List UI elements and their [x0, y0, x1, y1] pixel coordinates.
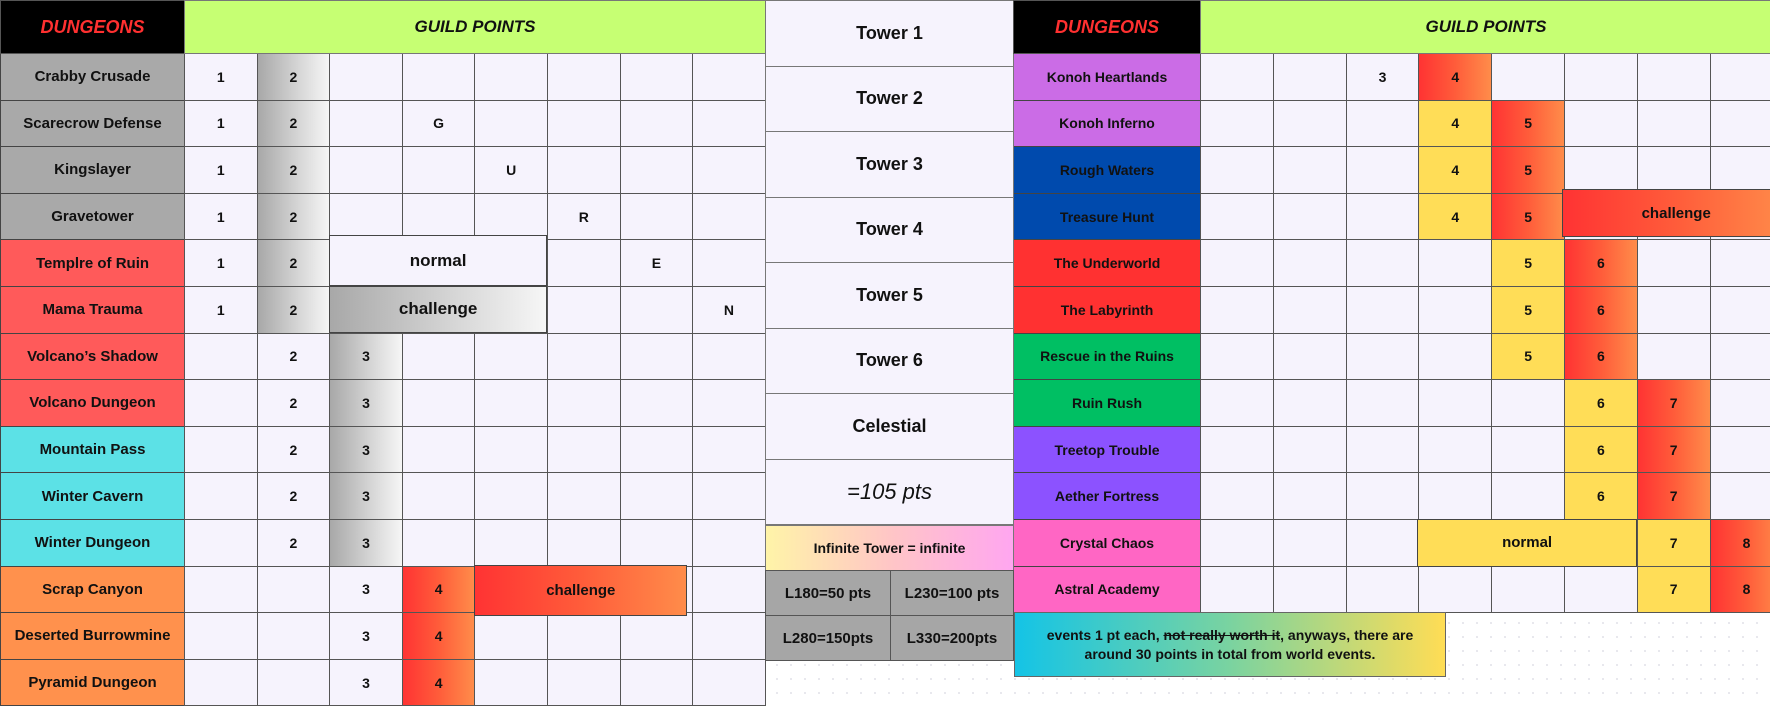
- points-cell: [1637, 333, 1711, 381]
- points-cell: [620, 333, 694, 381]
- points-cell: [547, 659, 621, 706]
- dungeon-name: Rough Waters: [1013, 146, 1201, 194]
- points-cell: [1346, 100, 1420, 148]
- points-cell: [1418, 426, 1492, 474]
- dungeon-name: Mountain Pass: [0, 426, 185, 474]
- points-cell: [184, 519, 258, 567]
- points-cell: 7: [1637, 519, 1711, 567]
- tower-item: Tower 4: [765, 197, 1014, 264]
- points-cell: [547, 53, 621, 101]
- points-cell: 5: [1491, 286, 1565, 334]
- points-cell: [1637, 100, 1711, 148]
- points-cell: [692, 193, 766, 241]
- points-cell: [402, 193, 476, 241]
- points-cell: [329, 53, 403, 101]
- points-cell: [1710, 333, 1770, 381]
- points-cell: [547, 612, 621, 660]
- points-cell: [547, 519, 621, 567]
- dungeon-name: Templre of Ruin: [0, 239, 185, 287]
- points-cell: [547, 333, 621, 381]
- points-cell: [329, 146, 403, 194]
- points-cell: [1710, 379, 1770, 427]
- points-cell: [1200, 519, 1274, 567]
- right-dungeons-header: DUNGEONS: [1013, 0, 1201, 54]
- points-cell: [329, 100, 403, 148]
- tower-item: Tower 2: [765, 66, 1014, 133]
- points-cell: 3: [329, 472, 403, 520]
- dungeon-name: Winter Dungeon: [0, 519, 185, 567]
- points-cell: [1710, 239, 1770, 287]
- points-cell: 2: [257, 519, 331, 567]
- points-cell: [1710, 53, 1770, 101]
- points-cell: [184, 659, 258, 706]
- events-strikethrough-text: not really worth it: [1163, 626, 1281, 643]
- points-cell: 5: [1491, 100, 1565, 148]
- points-cell: [1200, 333, 1274, 381]
- points-cell: [1273, 239, 1347, 287]
- dungeon-name: Treetop Trouble: [1013, 426, 1201, 474]
- points-cell: [1710, 146, 1770, 194]
- points-cell: [474, 519, 548, 567]
- points-cell: [1200, 426, 1274, 474]
- points-cell: 7: [1637, 379, 1711, 427]
- points-cell: [620, 379, 694, 427]
- left-dungeons-header: DUNGEONS: [0, 0, 185, 54]
- points-cell: [1418, 472, 1492, 520]
- points-cell: [692, 566, 766, 614]
- points-cell: [1418, 239, 1492, 287]
- dungeon-name: The Labyrinth: [1013, 286, 1201, 334]
- points-cell: [1273, 100, 1347, 148]
- points-cell: [1637, 239, 1711, 287]
- points-cell: [1346, 566, 1420, 614]
- towers-total-points: =105 pts: [765, 459, 1014, 526]
- points-cell: [1346, 426, 1420, 474]
- dungeon-name: Deserted Burrowmine: [0, 612, 185, 660]
- points-cell: 1: [184, 146, 258, 194]
- dungeon-name: Rescue in the Ruins: [1013, 333, 1201, 381]
- points-cell: [184, 612, 258, 660]
- points-cell: [1710, 100, 1770, 148]
- points-cell: 3: [1346, 53, 1420, 101]
- dungeon-name: Scarecrow Defense: [0, 100, 185, 148]
- dungeon-name: Aether Fortress: [1013, 472, 1201, 520]
- points-cell: [1346, 146, 1420, 194]
- points-cell: [1491, 379, 1565, 427]
- points-cell: [547, 426, 621, 474]
- points-cell: [184, 379, 258, 427]
- points-cell: [620, 426, 694, 474]
- points-cell: [1346, 286, 1420, 334]
- points-cell: 2: [257, 379, 331, 427]
- points-cell: 2: [257, 239, 331, 287]
- points-cell: 6: [1564, 472, 1638, 520]
- points-cell: [547, 379, 621, 427]
- points-cell: [184, 472, 258, 520]
- dungeon-name: Volcano Dungeon: [0, 379, 185, 427]
- points-cell: 4: [1418, 53, 1492, 101]
- events-text-1: events 1 pt each,: [1046, 626, 1164, 643]
- points-cell: [474, 100, 548, 148]
- tower-item: Tower 5: [765, 262, 1014, 329]
- points-cell: 2: [257, 146, 331, 194]
- points-cell: [1200, 100, 1274, 148]
- points-cell: [692, 612, 766, 660]
- points-cell: [1273, 333, 1347, 381]
- dungeon-name: Crystal Chaos: [1013, 519, 1201, 567]
- points-cell: 1: [184, 53, 258, 101]
- infinite-tower-banner: Infinite Tower = infinite: [765, 525, 1014, 571]
- points-cell: 3: [329, 379, 403, 427]
- points-cell: 7: [1637, 472, 1711, 520]
- dungeon-name: Astral Academy: [1013, 566, 1201, 614]
- points-cell: 2: [257, 193, 331, 241]
- points-cell: 6: [1564, 239, 1638, 287]
- points-cell: 6: [1564, 286, 1638, 334]
- points-cell: [1418, 286, 1492, 334]
- points-cell: [1637, 53, 1711, 101]
- points-cell: [1200, 239, 1274, 287]
- points-cell: E: [620, 239, 694, 287]
- points-cell: [184, 566, 258, 614]
- points-cell: [1564, 146, 1638, 194]
- points-cell: [474, 472, 548, 520]
- points-cell: 7: [1637, 426, 1711, 474]
- points-cell: [620, 659, 694, 706]
- points-cell: 8: [1710, 519, 1770, 567]
- dungeon-name: Crabby Crusade: [0, 53, 185, 101]
- tower-item: Tower 6: [765, 328, 1014, 395]
- points-cell: [692, 146, 766, 194]
- points-cell: [547, 286, 621, 334]
- dungeon-name: Winter Cavern: [0, 472, 185, 520]
- points-cell: [257, 612, 331, 660]
- points-cell: [1273, 472, 1347, 520]
- points-cell: 2: [257, 100, 331, 148]
- points-cell: [184, 333, 258, 381]
- points-cell: [1200, 53, 1274, 101]
- points-cell: [474, 659, 548, 706]
- points-cell: 5: [1491, 333, 1565, 381]
- points-cell: 4: [402, 612, 476, 660]
- points-cell: [402, 472, 476, 520]
- points-cell: 7: [1637, 566, 1711, 614]
- points-cell: [547, 146, 621, 194]
- points-cell: [692, 472, 766, 520]
- level-280-points: L280=150pts: [765, 615, 891, 661]
- points-cell: [692, 659, 766, 706]
- points-cell: 3: [329, 612, 403, 660]
- points-cell: [620, 519, 694, 567]
- points-cell: [1346, 472, 1420, 520]
- points-cell: [1346, 519, 1420, 567]
- dungeon-name: Treasure Hunt: [1013, 193, 1201, 241]
- points-cell: [620, 472, 694, 520]
- points-cell: R: [547, 193, 621, 241]
- points-cell: 2: [257, 286, 331, 334]
- left-guild-points-header: GUILD POINTS: [184, 0, 766, 54]
- points-cell: 6: [1564, 333, 1638, 381]
- points-cell: 1: [184, 286, 258, 334]
- points-cell: [1200, 193, 1274, 241]
- dungeon-name: Ruin Rush: [1013, 379, 1201, 427]
- points-cell: [1564, 53, 1638, 101]
- dungeon-name: Konoh Heartlands: [1013, 53, 1201, 101]
- points-cell: [402, 53, 476, 101]
- points-cell: [1200, 286, 1274, 334]
- points-cell: 3: [329, 566, 403, 614]
- points-cell: [620, 612, 694, 660]
- points-cell: 1: [184, 193, 258, 241]
- points-cell: [474, 53, 548, 101]
- points-cell: [1418, 333, 1492, 381]
- points-cell: [1346, 333, 1420, 381]
- points-cell: [474, 379, 548, 427]
- dungeon-name: Pyramid Dungeon: [0, 659, 185, 706]
- points-cell: 5: [1491, 239, 1565, 287]
- points-cell: [474, 333, 548, 381]
- points-cell: 2: [257, 53, 331, 101]
- points-cell: [547, 472, 621, 520]
- points-cell: [1273, 193, 1347, 241]
- dungeon-name: Konoh Inferno: [1013, 100, 1201, 148]
- points-cell: [1346, 239, 1420, 287]
- points-cell: [1200, 379, 1274, 427]
- challenge-mode-banner: challenge: [329, 286, 547, 333]
- challenge-mode-banner-2: challenge: [474, 565, 687, 617]
- points-cell: [474, 193, 548, 241]
- points-cell: [1491, 566, 1565, 614]
- dungeon-name: The Underworld: [1013, 239, 1201, 287]
- points-cell: [1491, 472, 1565, 520]
- points-cell: [1273, 566, 1347, 614]
- points-cell: U: [474, 146, 548, 194]
- level-230-points: L230=100 pts: [890, 570, 1014, 616]
- points-cell: 4: [402, 659, 476, 706]
- points-cell: [1564, 100, 1638, 148]
- points-cell: 1: [184, 100, 258, 148]
- points-cell: [1637, 286, 1711, 334]
- points-cell: [692, 426, 766, 474]
- points-cell: 4: [1418, 193, 1492, 241]
- points-cell: [620, 286, 694, 334]
- points-cell: [1200, 472, 1274, 520]
- points-cell: [1200, 566, 1274, 614]
- points-cell: [474, 426, 548, 474]
- points-cell: [402, 333, 476, 381]
- points-cell: [184, 426, 258, 474]
- points-cell: [1710, 472, 1770, 520]
- level-330-points: L330=200pts: [890, 615, 1014, 661]
- points-cell: [402, 519, 476, 567]
- points-cell: 6: [1564, 379, 1638, 427]
- dungeon-name: Gravetower: [0, 193, 185, 241]
- points-cell: [1564, 566, 1638, 614]
- challenge-mode-banner-right: challenge: [1562, 189, 1770, 238]
- dungeon-name: Volcano’s Shadow: [0, 333, 185, 381]
- points-cell: [1273, 286, 1347, 334]
- tower-item: Tower 1: [765, 0, 1014, 67]
- points-cell: [1273, 146, 1347, 194]
- points-cell: [402, 146, 476, 194]
- points-cell: [620, 193, 694, 241]
- points-cell: 3: [329, 333, 403, 381]
- points-cell: [1273, 379, 1347, 427]
- points-cell: [692, 53, 766, 101]
- points-cell: [692, 379, 766, 427]
- points-cell: [1273, 53, 1347, 101]
- points-cell: 1: [184, 239, 258, 287]
- points-cell: [692, 519, 766, 567]
- points-cell: [1418, 379, 1492, 427]
- points-cell: [1491, 53, 1565, 101]
- right-guild-points-header: GUILD POINTS: [1200, 0, 1770, 54]
- points-cell: [1418, 566, 1492, 614]
- points-cell: 6: [1564, 426, 1638, 474]
- points-cell: [692, 239, 766, 287]
- points-cell: [620, 100, 694, 148]
- points-cell: [547, 239, 621, 287]
- points-cell: [257, 659, 331, 706]
- points-cell: [1346, 379, 1420, 427]
- points-cell: 2: [257, 333, 331, 381]
- points-cell: [547, 100, 621, 148]
- points-cell: 4: [1418, 146, 1492, 194]
- events-text-2: , anyways, there are around 30 points in total from world events.: [1084, 626, 1414, 662]
- points-cell: G: [402, 100, 476, 148]
- world-events-note: [1014, 612, 1446, 677]
- points-cell: 4: [402, 566, 476, 614]
- points-cell: [1346, 193, 1420, 241]
- points-cell: 4: [1418, 100, 1492, 148]
- points-cell: [257, 566, 331, 614]
- points-cell: [402, 426, 476, 474]
- points-cell: [1273, 519, 1347, 567]
- points-cell: 2: [257, 472, 331, 520]
- points-cell: [474, 612, 548, 660]
- points-cell: 5: [1491, 193, 1565, 241]
- points-cell: [692, 333, 766, 381]
- points-cell: 3: [329, 426, 403, 474]
- points-cell: [620, 53, 694, 101]
- points-cell: [1273, 426, 1347, 474]
- dungeon-name: Kingslayer: [0, 146, 185, 194]
- points-cell: 8: [1710, 566, 1770, 614]
- points-cell: N: [692, 286, 766, 334]
- points-cell: [1710, 426, 1770, 474]
- points-cell: 3: [329, 659, 403, 706]
- points-cell: [1491, 426, 1565, 474]
- normal-mode-banner-right: normal: [1417, 519, 1636, 567]
- points-cell: [620, 146, 694, 194]
- points-cell: [1200, 146, 1274, 194]
- points-cell: 5: [1491, 146, 1565, 194]
- dungeon-name: Mama Trauma: [0, 286, 185, 334]
- points-cell: [1637, 146, 1711, 194]
- points-cell: [329, 193, 403, 241]
- points-cell: [692, 100, 766, 148]
- normal-mode-banner: normal: [329, 235, 547, 286]
- points-cell: [1710, 286, 1770, 334]
- points-cell: 3: [329, 519, 403, 567]
- points-cell: [402, 379, 476, 427]
- tower-item: Tower 3: [765, 131, 1014, 198]
- points-cell: 2: [257, 426, 331, 474]
- tower-item: Celestial: [765, 393, 1014, 460]
- dungeon-name: Scrap Canyon: [0, 566, 185, 614]
- level-180-points: L180=50 pts: [765, 570, 891, 616]
